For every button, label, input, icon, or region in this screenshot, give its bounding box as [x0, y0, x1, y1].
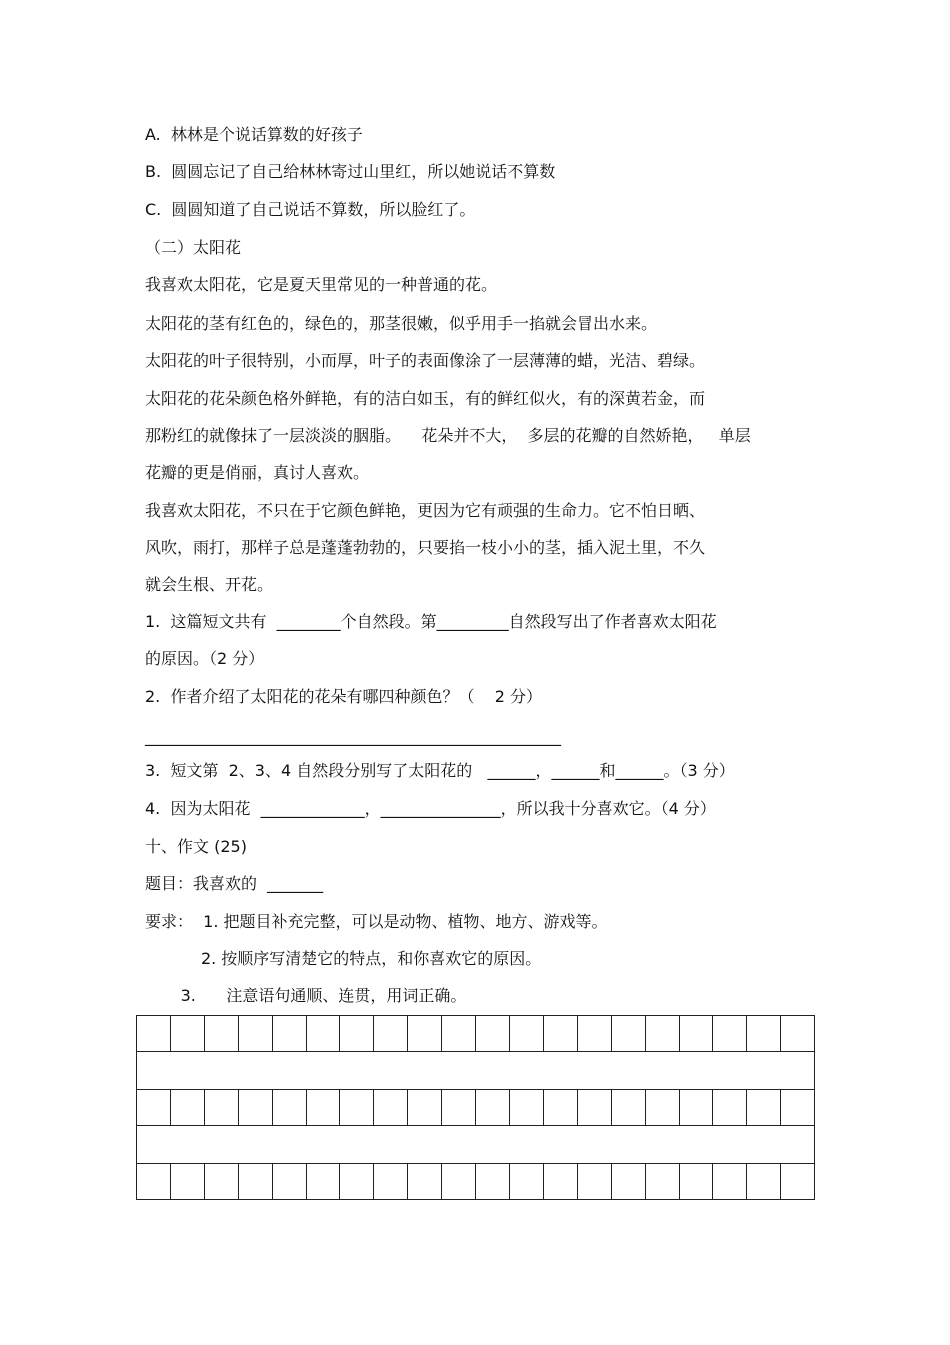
grid-cell — [137, 1090, 171, 1126]
grid-cell — [442, 1164, 476, 1200]
grid-cell — [578, 1164, 612, 1200]
grid-cell — [273, 1090, 307, 1126]
grid-cell — [205, 1090, 239, 1126]
grid-cell — [680, 1164, 714, 1200]
grid-cell — [340, 1164, 374, 1200]
grid-cell — [612, 1164, 646, 1200]
grid-cell — [680, 1016, 714, 1052]
grid-cell — [273, 1164, 307, 1200]
grid-cell — [239, 1016, 273, 1052]
option-b: B. 圆圆忘记了自己给林林寄过山里红，所以她说话不算数 — [145, 162, 556, 181]
grid-cell — [307, 1016, 341, 1052]
grid-row — [136, 1015, 815, 1052]
grid-cell — [307, 1090, 341, 1126]
passage-line: 花瓣的更是俏丽，真讨人喜欢。 — [145, 463, 370, 482]
option-c: C. 圆圆知道了自己说话不算数，所以脸红了。 — [145, 200, 476, 219]
grid-cell — [510, 1164, 544, 1200]
grid-cell — [781, 1164, 815, 1200]
grid-cell — [171, 1090, 205, 1126]
passage-line: 风吹，雨打，那样子总是蓬蓬勃勃的，只要掐一枝小小的茎，插入泥土里，不久 — [145, 538, 706, 557]
composition-topic: 题目：我喜欢的 _______ — [145, 874, 324, 893]
grid-cell — [713, 1090, 747, 1126]
passage-line: 太阳花的茎有红色的，绿色的，那茎很嫩，似乎用手一掐就会冒出水来。 — [145, 314, 658, 333]
grid-cell — [713, 1016, 747, 1052]
grid-cell — [374, 1016, 408, 1052]
grid-cell — [171, 1164, 205, 1200]
grid-cell — [137, 1164, 171, 1200]
composition-heading: 十、作文 (25) — [145, 837, 247, 856]
answer-line: ____________________________________________________ — [145, 727, 561, 746]
question-2: 2. 作者介绍了太阳花的花朵有哪四种颜色？（ 2 分） — [145, 687, 543, 706]
grid-cell — [340, 1090, 374, 1126]
grid-cell — [273, 1016, 307, 1052]
passage-line: 太阳花的叶子很特别，小而厚，叶子的表面像涂了一层薄薄的蜡，光洁、碧绿。 — [145, 351, 706, 370]
grid-cell — [239, 1090, 273, 1126]
grid-cell — [713, 1164, 747, 1200]
grid-cell — [476, 1016, 510, 1052]
grid-cell — [205, 1164, 239, 1200]
grid-cell — [307, 1164, 341, 1200]
passage-line: 我喜欢太阳花，它是夏天里常见的一种普通的花。 — [145, 275, 498, 294]
grid-cell — [408, 1164, 442, 1200]
grid-cell — [781, 1090, 815, 1126]
grid-cell — [476, 1090, 510, 1126]
grid-cell — [612, 1090, 646, 1126]
grid-cell — [340, 1016, 374, 1052]
grid-cell — [747, 1090, 781, 1126]
grid-cell — [442, 1016, 476, 1052]
writing-grid — [136, 1015, 815, 1200]
grid-cell — [137, 1016, 171, 1052]
requirement-3: 3. 注意语句通顺、连贯，用词正确。 — [145, 986, 467, 1005]
question-4: 4. 因为太阳花 _____________，_______________，所以我十分喜欢它。（4 分） — [145, 799, 716, 818]
question-1-cont: 的原因。（2 分） — [145, 649, 265, 668]
grid-cell — [239, 1164, 273, 1200]
grid-cell — [646, 1090, 680, 1126]
grid-cell — [544, 1090, 578, 1126]
grid-cell — [510, 1090, 544, 1126]
option-a: A. 林林是个说话算数的好孩子 — [145, 125, 363, 144]
grid-cell — [408, 1016, 442, 1052]
grid-cell — [612, 1016, 646, 1052]
grid-cell — [476, 1164, 510, 1200]
grid-cell — [408, 1090, 442, 1126]
grid-cell — [205, 1016, 239, 1052]
section-title: （二）太阳花 — [145, 238, 242, 257]
grid-spacer — [136, 1126, 815, 1164]
requirement-2: 2. 按顺序写清楚它的特点，和你喜欢它的原因。 — [145, 949, 542, 968]
question-3: 3. 短文第 2、3、4 自然段分别写了太阳花的 ______，______和______。（3 分） — [145, 761, 735, 780]
grid-cell — [544, 1016, 578, 1052]
grid-cell — [510, 1016, 544, 1052]
passage-line: 就会生根、开花。 — [145, 575, 274, 594]
grid-spacer — [136, 1052, 815, 1090]
requirement-1: 要求： 1. 把题目补充完整，可以是动物、植物、地方、游戏等。 — [145, 912, 608, 931]
grid-cell — [578, 1090, 612, 1126]
grid-cell — [442, 1090, 476, 1126]
grid-cell — [171, 1016, 205, 1052]
grid-cell — [374, 1164, 408, 1200]
grid-cell — [646, 1016, 680, 1052]
grid-cell — [374, 1090, 408, 1126]
grid-cell — [578, 1016, 612, 1052]
grid-row — [136, 1164, 815, 1200]
question-1: 1. 这篇短文共有 ________个自然段。第_________自然段写出了作者喜欢太阳花 — [145, 612, 717, 631]
passage-line: 那粉红的就像抹了一层淡淡的胭脂。 花朵并不大， 多层的花瓣的自然娇艳， 单层 — [145, 426, 751, 445]
grid-cell — [544, 1164, 578, 1200]
grid-cell — [747, 1164, 781, 1200]
grid-row — [136, 1090, 815, 1126]
passage-line: 太阳花的花朵颜色格外鲜艳，有的洁白如玉，有的鲜红似火，有的深黄若金，而 — [145, 389, 706, 408]
grid-cell — [646, 1164, 680, 1200]
grid-cell — [747, 1016, 781, 1052]
grid-cell — [680, 1090, 714, 1126]
grid-cell — [781, 1016, 815, 1052]
passage-line: 我喜欢太阳花，不只在于它颜色鲜艳，更因为它有顽强的生命力。它不怕日晒、 — [145, 501, 706, 520]
